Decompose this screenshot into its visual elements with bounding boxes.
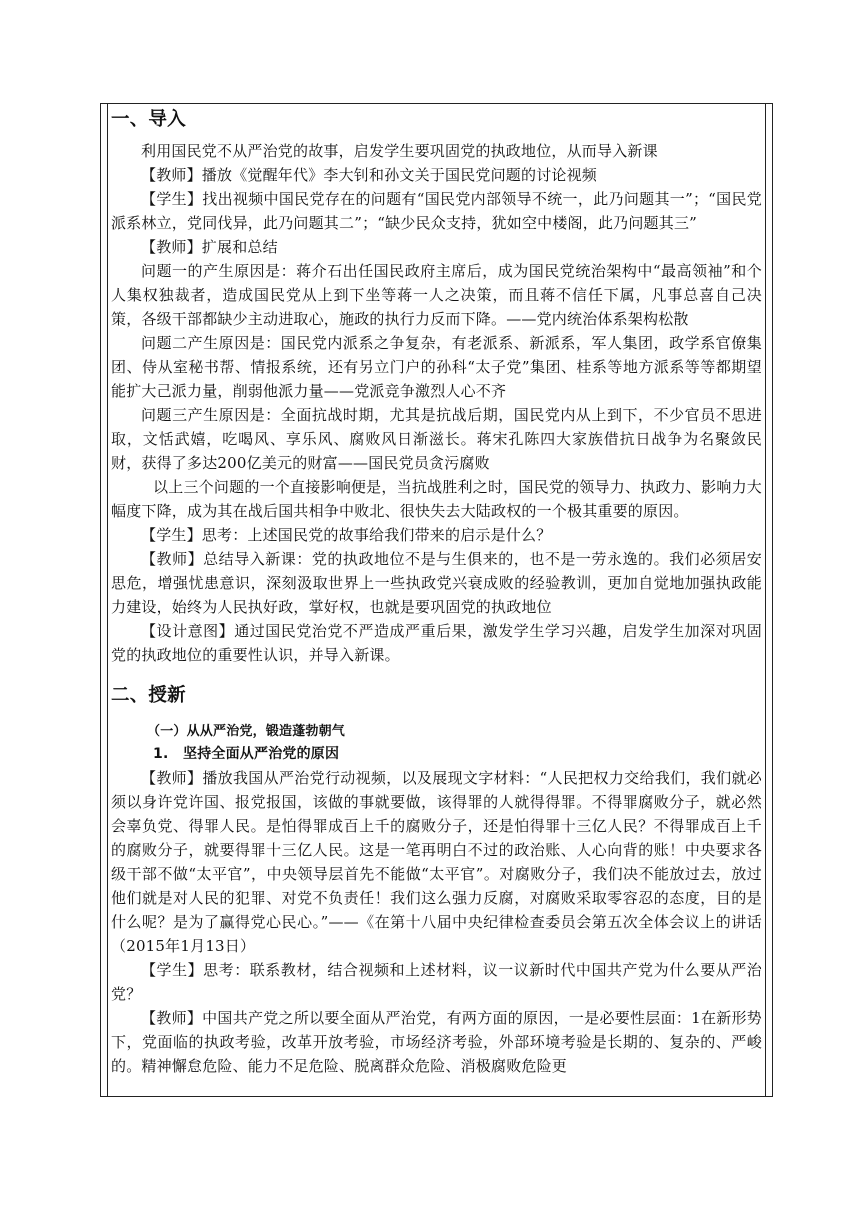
paragraph: 问题三产生原因是：全面抗战时期，尤其是抗战后期，国民党内从上到下，不少官员不思进取，文恬武嬉，吃喝风、享乐风、腐败风日渐滋长。蒋宋孔陈四大家族借抗日战争为名聚敛民财，获得了多达200亿美元的财富——国民党员贪污腐败 (111, 406, 762, 472)
paragraph: 【学生】思考：上述国民党的故事给我们带来的启示是什么？ (141, 526, 552, 544)
item-title: 坚持全面从严治党的原因 (183, 746, 340, 762)
paragraph: 【学生】找出视频中国民党存在的问题有“国民党内部领导不统一，此乃问题其一”；“国民党派系林立，党同伐异，此乃问题其二”；“缺少民众支持，犹如空中楼阁，此乃问题其三” (111, 190, 762, 232)
paragraph: 【教师】播放我国从严治党行动视频，以及展现文字材料：“人民把权力交给我们，我们就必须以身许党许国、报党报国，该做的事就要做，该得罪的人就得得罪。不得罪腐败分子，就必然会辜负党、得罪人民。是怕得罪成百上千的腐败分子，还是怕得罪十三亿人民？不得罪成百上千的腐败分子，就要得罪十三亿人民。这是一笔再明白不过的政治账、人心向背的账！中央要求各级干部不做“太平官”，中央领导层首先不能做“太平官”。对腐败分子，我们决不能放过去，放过他们就是对人民的犯罪、对党不负责任！我们这么强力反腐，对腐败采取零容忍的态度，目的是什么呢？是为了赢得党心民心。”——《在第十八届中央纪律检查委员会第五次全体会议上的讲话（2015年1月13日） (111, 769, 762, 955)
lesson-content (111, 104, 762, 1078)
paragraph: 利用国民党不从严治党的故事，启发学生要巩固党的执政地位，从而导入新课 (141, 142, 658, 160)
table-inner-left-border (107, 104, 108, 1096)
paragraph: 【教师】中国共产党之所以要全面从严治党，有两方面的原因，一是必要性层面：1在新形势下，党面临的执政考验，改革开放考验，市场经济考验，外部环境考验是长期的、复杂的、严峻的。精神懈怠危险、能力不足危险、脱离群众危险、消极腐败危险更 (111, 1009, 762, 1075)
paragraph: 【教师】扩展和总结 (141, 238, 278, 256)
paragraph: 【设计意图】通过国民党治党不严造成严重后果，激发学生学习兴趣，启发学生加深对巩固党的执政地位的重要性认识，并导入新课。 (111, 622, 762, 664)
subsection-heading: （一）从从严治党，锻造蓬勃朝气 (147, 724, 346, 739)
section-heading-new-lesson: 二、授新 (111, 685, 186, 706)
paragraph: 【教师】总结导入新课：党的执政地位不是与生俱来的，也不是一劳永逸的。我们必须居安思危，增强忧患意识，深刻汲取世界上一些执政党兴衰成败的经验教训，更加自觉地加强执政能力建设，始终为人民执好政，掌好权，也就是要巩固党的执政地位 (111, 550, 762, 616)
document-table-frame (100, 103, 773, 1097)
paragraph: 问题一的产生原因是：蒋介石出任国民政府主席后，成为国民党统治架构中“最高领袖”和个人集权独裁者，造成国民党从上到下坐等蒋一人之决策，而且蒋不信任下属，凡事总喜自己决策，各级干部都缺少主动进取心，施政的执行力反而下降。——党内统治体系架构松散 (111, 262, 762, 328)
item-number: 1. (153, 746, 169, 762)
paragraph: 【教师】播放《觉醒年代》李大钊和孙文关于国民党问题的讨论视频 (141, 166, 598, 184)
paragraph: 以上三个问题的一个直接影响便是，当抗战胜利之时，国民党的领导力、执政力、影响力大幅度下降，成为其在战后国共相争中败北、很快失去大陆政权的一个极其重要的原因。 (111, 478, 762, 520)
paragraph: 问题二产生原因是：国民党内派系之争复杂，有老派系、新派系，军人集团，政学系官僚集团、侍从室秘书帮、情报系统，还有另立门户的孙科“太子党”集团、桂系等地方派系等等都期望能扩大己派力量，削弱他派力量——党派竞争激烈人心不齐 (111, 334, 762, 400)
section-heading-intro: 一、导入 (111, 109, 186, 130)
table-inner-right-border (765, 104, 766, 1096)
paragraph: 【学生】思考：联系教材，结合视频和上述材料，议一议新时代中国共产党为什么要从严治党？ (111, 961, 762, 1003)
numbered-item-heading (111, 743, 762, 766)
